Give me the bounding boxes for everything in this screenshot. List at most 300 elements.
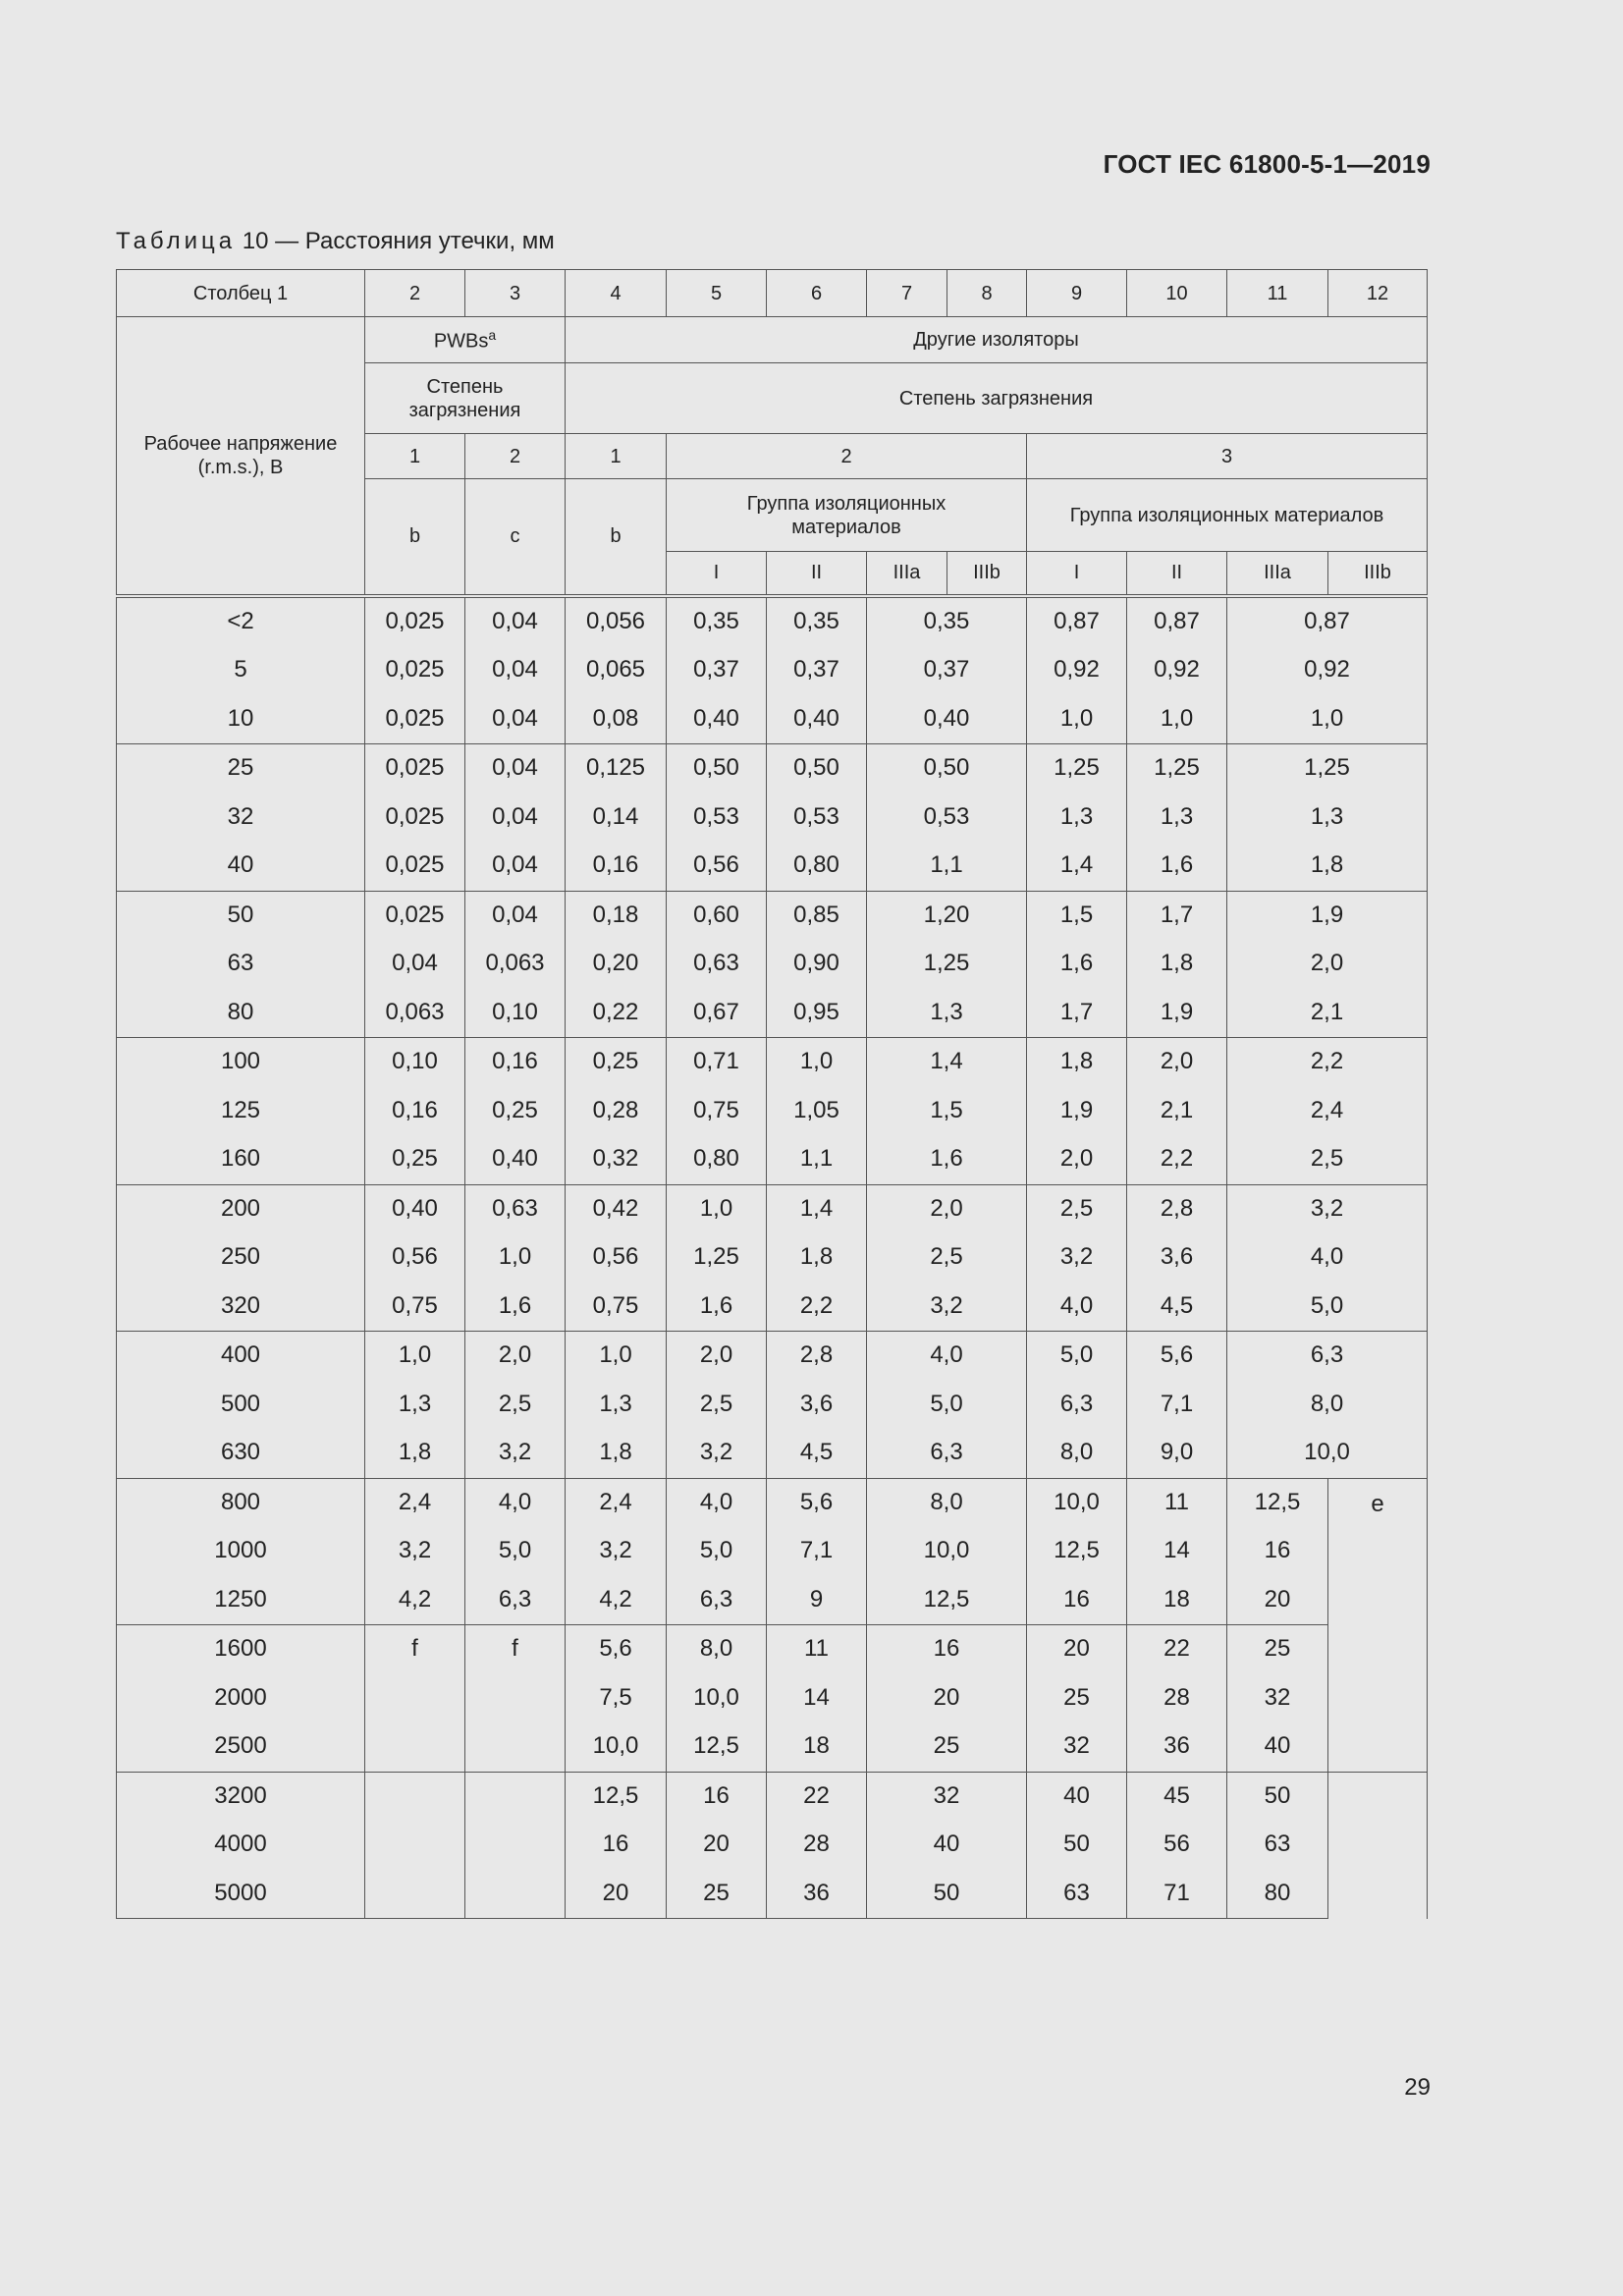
table-cell: 16 (867, 1625, 1027, 1674)
table-cell: 6,3 (667, 1576, 767, 1625)
table-cell: 10,0 (566, 1722, 667, 1772)
table-cell: 1,0 (465, 1233, 566, 1283)
table-cell (365, 1870, 465, 1919)
table-cell: 4,0 (667, 1478, 767, 1527)
table-cell: 0,04 (465, 842, 566, 891)
table-container (116, 269, 1428, 1919)
table-cell: 7,5 (566, 1674, 667, 1723)
material-group-label: II (767, 552, 867, 596)
table-cell: 25 (667, 1870, 767, 1919)
table-cell: 10,0 (1227, 1429, 1428, 1478)
table-cell: 1,6 (465, 1283, 566, 1332)
material-group-text: Группа изоляционных материалов (746, 492, 947, 538)
table-cell: 1,8 (1027, 1038, 1127, 1087)
table-cell: 0,025 (365, 842, 465, 891)
table-cell: f (465, 1625, 566, 1674)
table-cell: 1,9 (1127, 989, 1227, 1038)
table-cell: 0,56 (667, 842, 767, 891)
table-cell: 36 (1127, 1722, 1227, 1772)
header-row-category (117, 317, 1428, 363)
table-cell: 0,56 (566, 1233, 667, 1283)
table-cell: 18 (767, 1722, 867, 1772)
table-cell: 0,28 (566, 1087, 667, 1136)
table-cell: 0,42 (566, 1184, 667, 1233)
table-cell: 2,2 (767, 1283, 867, 1332)
table-cell: 7,1 (1127, 1381, 1227, 1430)
table-cell: 14 (767, 1674, 867, 1723)
table-cell: 0,87 (1127, 596, 1227, 647)
pwbs-pollution-degree-header (365, 363, 566, 434)
material-group-header-degree2 (667, 479, 1027, 552)
table-cell: 1,25 (667, 1233, 767, 1283)
table-cell: 16 (667, 1772, 767, 1821)
table-cell: 0,87 (1027, 596, 1127, 647)
voltage-cell: 40 (117, 842, 365, 891)
table-cell: 25 (1227, 1625, 1328, 1674)
table-cell: 0,04 (465, 596, 566, 647)
table-cell: 32 (1027, 1722, 1127, 1772)
table-cell: 1,6 (667, 1283, 767, 1332)
table-cell: 12,5 (867, 1576, 1027, 1625)
table-cell: 11 (767, 1625, 867, 1674)
table-cell: 2,5 (867, 1233, 1027, 1283)
table-cell: 0,04 (465, 793, 566, 843)
table-cell: 1,6 (867, 1135, 1027, 1184)
table-cell: 1,3 (867, 989, 1027, 1038)
table-cell: 40 (1027, 1772, 1127, 1821)
note-b-pwb1: b (365, 479, 465, 596)
voltage-cell: 160 (117, 1135, 365, 1184)
table-cell: 2,1 (1127, 1087, 1227, 1136)
material-group-label: IIIb (947, 552, 1027, 596)
table-cell: 11 (1127, 1478, 1227, 1527)
table-cell: 0,025 (365, 744, 465, 793)
table-cell: 2,5 (667, 1381, 767, 1430)
table-cell: 1,7 (1027, 989, 1127, 1038)
table-cell: 10,0 (667, 1674, 767, 1723)
table-cell: f (365, 1625, 465, 1674)
table-row (117, 1674, 1428, 1723)
table-cell (365, 1772, 465, 1821)
table-cell: 0,063 (465, 940, 566, 989)
table-cell: 2,0 (867, 1184, 1027, 1233)
table-cell: 4,5 (1127, 1283, 1227, 1332)
table-cell: 1,0 (1127, 695, 1227, 744)
table-cell: 56 (1127, 1821, 1227, 1870)
table-cell: 0,025 (365, 695, 465, 744)
table-cell: 4,2 (365, 1576, 465, 1625)
table-cell: 16 (566, 1821, 667, 1870)
column-number: 8 (947, 270, 1027, 317)
table-cell: 0,53 (867, 793, 1027, 843)
table-cell: 0,37 (767, 646, 867, 695)
table-cell: 0,025 (365, 646, 465, 695)
row-header-voltage-text: Рабочее напряжение (r.m.s.), В (143, 432, 338, 478)
voltage-cell: 80 (117, 989, 365, 1038)
table-cell: 0,10 (465, 989, 566, 1038)
table-cell: 1,6 (1027, 940, 1127, 989)
table-cell: 28 (1127, 1674, 1227, 1723)
table-cell (365, 1722, 465, 1772)
table-cell: 1,8 (1127, 940, 1227, 989)
table-cell: 0,18 (566, 891, 667, 940)
table-cell: 4,0 (465, 1478, 566, 1527)
table-cell: 0,56 (365, 1233, 465, 1283)
table-cell: 0,25 (465, 1087, 566, 1136)
table-cell: 0,92 (1227, 646, 1428, 695)
table-cell: 0,025 (365, 596, 465, 647)
table-row (117, 940, 1428, 989)
table-cell: 0,20 (566, 940, 667, 989)
note-c-pwb2: c (465, 479, 566, 596)
table-cell: 6,3 (867, 1429, 1027, 1478)
table-cell: 0,04 (465, 744, 566, 793)
table-cell: 1,8 (365, 1429, 465, 1478)
table-cell: 0,056 (566, 596, 667, 647)
pwbs-pollution-degree-text: Степень загрязнения (408, 375, 521, 421)
table-cell: 0,32 (566, 1135, 667, 1184)
table-cell: 3,6 (1127, 1233, 1227, 1283)
table-cell: 1,0 (566, 1332, 667, 1381)
voltage-cell: 1250 (117, 1576, 365, 1625)
table-cell: 0,80 (767, 842, 867, 891)
material-group-label: II (1127, 552, 1227, 596)
table-cell: 6,3 (1227, 1332, 1428, 1381)
table-caption-label: Таблица (116, 228, 237, 254)
material-group-label: IIIa (1227, 552, 1328, 596)
table-cell: 16 (1227, 1527, 1328, 1576)
table-cell: 1,3 (365, 1381, 465, 1430)
table-cell: 0,92 (1027, 646, 1127, 695)
table-cell: 0,53 (767, 793, 867, 843)
pwb-degree-1: 1 (365, 434, 465, 479)
table-row (117, 1478, 1428, 1527)
col12-empty-cell (1328, 1772, 1428, 1919)
table-cell: 1,0 (365, 1332, 465, 1381)
table-cell: 20 (867, 1674, 1027, 1723)
table-cell: 0,16 (365, 1087, 465, 1136)
table-cell: 0,75 (566, 1283, 667, 1332)
col12-note-cell: e (1328, 1478, 1428, 1772)
table-row (117, 1722, 1428, 1772)
table-row (117, 646, 1428, 695)
table-cell: 2,0 (667, 1332, 767, 1381)
table-cell: 0,04 (465, 695, 566, 744)
table-cell: 63 (1227, 1821, 1328, 1870)
table-cell: 50 (867, 1870, 1027, 1919)
column-number: 4 (566, 270, 667, 317)
table-cell: 16 (1027, 1576, 1127, 1625)
table-cell: 1,6 (1127, 842, 1227, 891)
table-row (117, 1233, 1428, 1283)
table-cell: 0,80 (667, 1135, 767, 1184)
table-cell: 63 (1027, 1870, 1127, 1919)
table-cell: 12,5 (1227, 1478, 1328, 1527)
table-caption-text: 10 — Расстояния утечки, мм (236, 228, 555, 254)
voltage-cell: 63 (117, 940, 365, 989)
table-cell: 1,1 (767, 1135, 867, 1184)
table-cell: 1,1 (867, 842, 1027, 891)
table-cell: 0,50 (867, 744, 1027, 793)
column-number: 3 (465, 270, 566, 317)
table-cell: 0,90 (767, 940, 867, 989)
table-cell: 1,25 (1027, 744, 1127, 793)
table-cell: 0,40 (867, 695, 1027, 744)
voltage-cell: 400 (117, 1332, 365, 1381)
table-cell: 1,4 (1027, 842, 1127, 891)
table-cell: 3,2 (465, 1429, 566, 1478)
table-cell: 2,4 (566, 1478, 667, 1527)
table-cell: 5,6 (1127, 1332, 1227, 1381)
table-row (117, 596, 1428, 647)
table-cell: 1,05 (767, 1087, 867, 1136)
other-insulators-header: Другие изоляторы (566, 317, 1428, 363)
table-cell: 2,0 (1027, 1135, 1127, 1184)
table-cell: 2,5 (1227, 1135, 1428, 1184)
table-cell: 0,63 (465, 1184, 566, 1233)
column-number: 12 (1328, 270, 1428, 317)
voltage-cell: <2 (117, 596, 365, 647)
table-cell (465, 1722, 566, 1772)
table-cell: 0,04 (365, 940, 465, 989)
table-cell: 1,0 (1227, 695, 1428, 744)
table-row (117, 989, 1428, 1038)
table-cell: 0,37 (867, 646, 1027, 695)
table-cell: 0,40 (767, 695, 867, 744)
other-degree-1: 1 (566, 434, 667, 479)
note-b-other1: b (566, 479, 667, 596)
material-group-label: I (667, 552, 767, 596)
row-header-voltage (117, 317, 365, 596)
table-cell: 3,2 (1027, 1233, 1127, 1283)
table-cell: 0,04 (465, 646, 566, 695)
table-cell: 9,0 (1127, 1429, 1227, 1478)
table-cell: 3,2 (566, 1527, 667, 1576)
column-number: 7 (867, 270, 947, 317)
column-number: 2 (365, 270, 465, 317)
table-row (117, 1381, 1428, 1430)
table-cell: 40 (867, 1821, 1027, 1870)
table-cell: 10,0 (1027, 1478, 1127, 1527)
material-group-label: I (1027, 552, 1127, 596)
table-cell: 0,35 (667, 596, 767, 647)
table-cell: 1,20 (867, 891, 1027, 940)
table-cell: 1,0 (1027, 695, 1127, 744)
table-cell: 8,0 (867, 1478, 1027, 1527)
table-row (117, 1184, 1428, 1233)
table-row (117, 1135, 1428, 1184)
table-cell: 1,3 (566, 1381, 667, 1430)
pwbs-footnote: a (488, 326, 497, 343)
table-cell: 10,0 (867, 1527, 1027, 1576)
table-cell: 25 (867, 1722, 1027, 1772)
table-row (117, 744, 1428, 793)
table-cell: 9 (767, 1576, 867, 1625)
table-cell: 3,2 (365, 1527, 465, 1576)
table-cell: 0,37 (667, 646, 767, 695)
table-cell: 2,5 (1027, 1184, 1127, 1233)
table-cell: 4,0 (867, 1332, 1027, 1381)
table-cell: 2,2 (1127, 1135, 1227, 1184)
table-cell: 1,7 (1127, 891, 1227, 940)
column-number: 10 (1127, 270, 1227, 317)
table-cell: 5,6 (566, 1625, 667, 1674)
table-cell: 0,53 (667, 793, 767, 843)
table-cell: 4,0 (1227, 1233, 1428, 1283)
table-cell: 20 (667, 1821, 767, 1870)
material-group-header-degree3: Группа изоляционных материалов (1027, 479, 1428, 552)
table-cell: 0,25 (365, 1135, 465, 1184)
table-row (117, 1576, 1428, 1625)
voltage-cell: 3200 (117, 1772, 365, 1821)
pwb-degree-2: 2 (465, 434, 566, 479)
table-cell: 45 (1127, 1772, 1227, 1821)
table-row (117, 1821, 1428, 1870)
table-cell: 2,4 (365, 1478, 465, 1527)
table-cell: 5,0 (667, 1527, 767, 1576)
table-cell: 0,50 (767, 744, 867, 793)
voltage-cell: 4000 (117, 1821, 365, 1870)
table-cell: 0,95 (767, 989, 867, 1038)
voltage-cell: 100 (117, 1038, 365, 1087)
table-cell: 0,22 (566, 989, 667, 1038)
table-cell: 1,3 (1127, 793, 1227, 843)
voltage-cell: 320 (117, 1283, 365, 1332)
table-cell: 0,10 (365, 1038, 465, 1087)
column-number: Столбец 1 (117, 270, 365, 317)
table-cell: 6,3 (465, 1576, 566, 1625)
table-cell: 3,2 (667, 1429, 767, 1478)
table-cell: 12,5 (566, 1772, 667, 1821)
table-cell: 1,9 (1027, 1087, 1127, 1136)
table-cell: 1,5 (867, 1087, 1027, 1136)
table-cell: 5,0 (465, 1527, 566, 1576)
table-row (117, 1332, 1428, 1381)
table-row (117, 1625, 1428, 1674)
table-cell: 5,0 (867, 1381, 1027, 1430)
table-cell: 50 (1027, 1821, 1127, 1870)
table-cell (465, 1772, 566, 1821)
table-cell: 0,75 (667, 1087, 767, 1136)
table-cell: 7,1 (767, 1527, 867, 1576)
other-degree-2: 2 (667, 434, 1027, 479)
table-cell: 22 (767, 1772, 867, 1821)
pwbs-label: PWBs (433, 330, 489, 353)
table-cell: 2,8 (1127, 1184, 1227, 1233)
table-cell: 20 (566, 1870, 667, 1919)
table-cell: 0,14 (566, 793, 667, 843)
table-cell: 4,5 (767, 1429, 867, 1478)
page-number: 29 (1404, 2074, 1431, 2101)
table-cell: 0,25 (566, 1038, 667, 1087)
table-cell: 2,0 (465, 1332, 566, 1381)
table-cell: 1,3 (1027, 793, 1127, 843)
table-cell: 2,1 (1227, 989, 1428, 1038)
table-cell: 0,04 (465, 891, 566, 940)
table-cell: 0,025 (365, 793, 465, 843)
table-cell: 1,0 (667, 1184, 767, 1233)
table-caption (116, 228, 555, 255)
table-cell: 8,0 (667, 1625, 767, 1674)
table-cell: 4,2 (566, 1576, 667, 1625)
table-cell: 14 (1127, 1527, 1227, 1576)
table-cell: 1,3 (1227, 793, 1428, 843)
table-cell: 2,0 (1227, 940, 1428, 989)
other-degree-3: 3 (1027, 434, 1428, 479)
column-number: 11 (1227, 270, 1328, 317)
table-cell: 71 (1127, 1870, 1227, 1919)
table-cell: 2,8 (767, 1332, 867, 1381)
table-row (117, 695, 1428, 744)
creepage-distance-table (116, 269, 1428, 1919)
table-cell: 0,87 (1227, 596, 1428, 647)
table-row (117, 1087, 1428, 1136)
table-cell: 0,125 (566, 744, 667, 793)
table-cell: 0,85 (767, 891, 867, 940)
table-row (117, 842, 1428, 891)
table-cell: 1,0 (767, 1038, 867, 1087)
table-cell: 1,5 (1027, 891, 1127, 940)
table-row (117, 1527, 1428, 1576)
voltage-cell: 250 (117, 1233, 365, 1283)
table-cell: 1,4 (767, 1184, 867, 1233)
pwbs-header (365, 317, 566, 363)
table-cell: 8,0 (1027, 1429, 1127, 1478)
column-number: 5 (667, 270, 767, 317)
table-cell: 0,40 (465, 1135, 566, 1184)
document-standard-header: ГОСТ IEC 61800-5-1—2019 (1103, 149, 1431, 179)
table-cell: 0,71 (667, 1038, 767, 1087)
table-cell: 12,5 (1027, 1527, 1127, 1576)
voltage-cell: 125 (117, 1087, 365, 1136)
table-cell: 50 (1227, 1772, 1328, 1821)
table-cell: 1,4 (867, 1038, 1027, 1087)
table-row (117, 891, 1428, 940)
table-cell: 0,16 (566, 842, 667, 891)
table-row (117, 793, 1428, 843)
table-cell: 32 (1227, 1674, 1328, 1723)
table-cell: 3,2 (867, 1283, 1027, 1332)
table-cell: 0,67 (667, 989, 767, 1038)
voltage-cell: 630 (117, 1429, 365, 1478)
voltage-cell: 32 (117, 793, 365, 843)
table-row (117, 1772, 1428, 1821)
table-cell: 32 (867, 1772, 1027, 1821)
table-cell: 1,25 (867, 940, 1027, 989)
table-cell: 5,6 (767, 1478, 867, 1527)
table-cell: 1,9 (1227, 891, 1428, 940)
voltage-cell: 2000 (117, 1674, 365, 1723)
table-cell: 0,35 (767, 596, 867, 647)
table-row (117, 1870, 1428, 1919)
voltage-cell: 10 (117, 695, 365, 744)
table-cell: 0,63 (667, 940, 767, 989)
table-cell: 1,8 (1227, 842, 1428, 891)
table-row (117, 1283, 1428, 1332)
table-data-body (117, 596, 1428, 1919)
table-cell: 0,40 (365, 1184, 465, 1233)
table-cell: 2,5 (465, 1381, 566, 1430)
table-cell: 1,25 (1227, 744, 1428, 793)
table-cell: 4,0 (1027, 1283, 1127, 1332)
table-cell: 2,0 (1127, 1038, 1227, 1087)
voltage-cell: 2500 (117, 1722, 365, 1772)
table-cell: 0,75 (365, 1283, 465, 1332)
material-group-label: IIIa (867, 552, 947, 596)
column-number: 9 (1027, 270, 1127, 317)
table-cell: 6,3 (1027, 1381, 1127, 1430)
table-cell: 2,2 (1227, 1038, 1428, 1087)
